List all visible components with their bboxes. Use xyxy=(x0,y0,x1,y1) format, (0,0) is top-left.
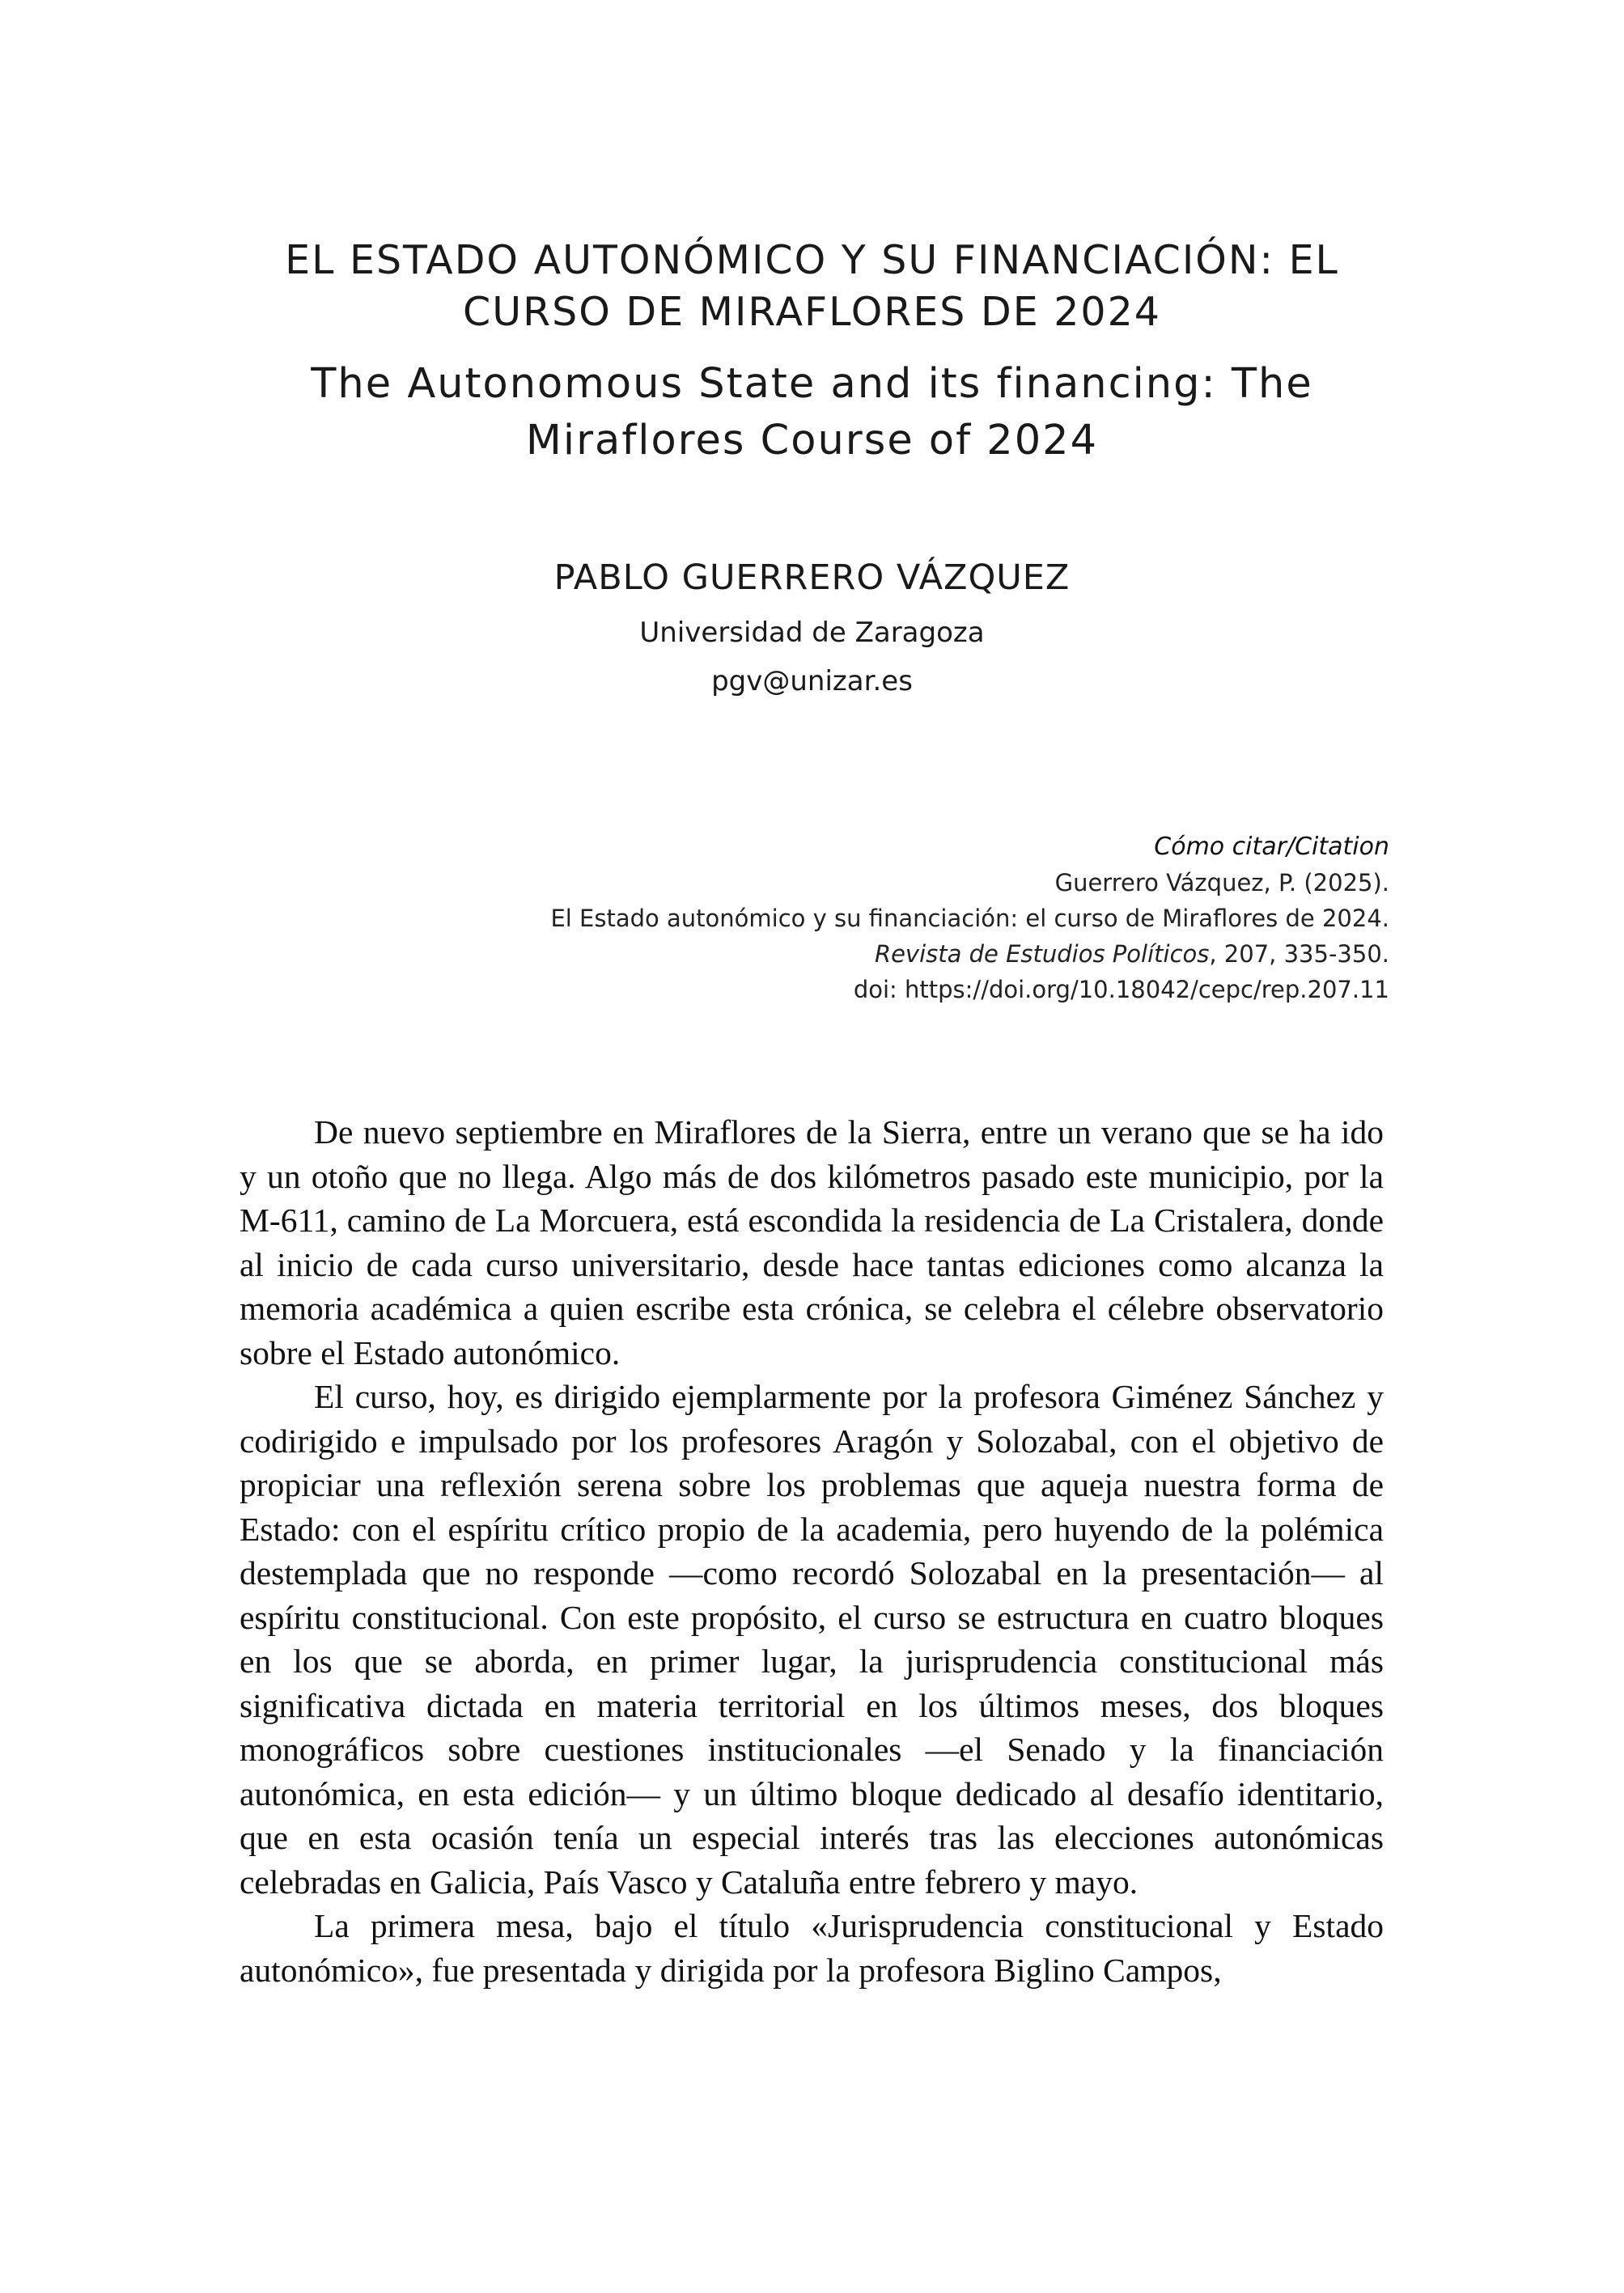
title-en-line-2: Miraflores Course of 2024 xyxy=(525,417,1099,464)
title-en-line-1: The Autonomous State and its financing: The xyxy=(311,360,1313,408)
body-paragraph-3: La primera mesa, bajo el título «Jurisprudencia constitucional y Estado autonómico», fue presentada y dirigida por la profesora Biglino Campos, xyxy=(240,1907,1384,1989)
citation-journal-details: , 207, 335-350. xyxy=(1209,940,1389,968)
article-title-spanish xyxy=(0,235,1624,338)
citation-block xyxy=(257,829,1389,1007)
citation-doi[interactable]: doi: https://doi.org/10.18042/cepc/rep.207.11 xyxy=(853,976,1389,1003)
citation-line-journal xyxy=(257,936,1389,972)
article-title-english xyxy=(0,356,1624,469)
body-paragraph-2: El curso, hoy, es dirigido ejemplarmente por la profesora Giménez Sánchez y codirigido e impulsado por los profesores Aragón y Solozabal, con el objetivo de propiciar una reflexión serena sobre los problemas que aqueja nuestra forma de Estado: con el espíritu crítico propio de la academia, pero huyendo de la polémica destemplada que no responde —como recordó Solozabal en la presentación— al espíritu constitucional. Con este propósito, el curso se estructura en cuatro bloques en los que se aborda, en primer lugar, la jurisprudencia constitucional más significativa dictada en materia territorial en los últimos meses, dos bloques monográficos sobre cuestiones institucionales —el Senado y la financiación autonómica, en esta edición— y un último bloque dedicado al desafío identitario, que en esta ocasión tenía un especial interés tras las elecciones autonómicas celebradas en Galicia, País Vasco y Cataluña entre febrero y mayo. xyxy=(240,1378,1384,1901)
article-body xyxy=(240,1110,1384,1992)
author-name: PABLO GUERRERO VÁZQUEZ xyxy=(553,557,1071,598)
citation-line-title: El Estado autonómico y su financiación: el curso de Miraflores de 2024. xyxy=(550,905,1389,932)
citation-heading: Cómo citar/Citation xyxy=(1154,833,1389,861)
title-es-line-1: EL ESTADO AUTONÓMICO Y SU FINANCIACIÓN: EL xyxy=(285,237,1339,283)
body-paragraph-1: De nuevo septiembre en Miraflores de la Sierra, entre un verano que se ha ido y un otoño que no llega. Algo más de dos kilómetros pasado este municipio, por la M-611, camino de La Morcuera, está escondida la residencia de La Cristalera, donde al inicio de cada curso universitario, desde hace tantas ediciones como alcanza la memoria académica a quien escribe esta crónica, se celebra el célebre observatorio sobre el Estado autonómico. xyxy=(240,1113,1384,1371)
author-email[interactable]: pgv@unizar.es xyxy=(711,665,913,697)
title-es-line-2: CURSO DE MIRAFLORES DE 2024 xyxy=(463,289,1161,335)
citation-line-authors: Guerrero Vázquez, P. (2025). xyxy=(1054,869,1389,896)
citation-journal-name: Revista de Estudios Políticos xyxy=(874,940,1210,968)
author-affiliation: Universidad de Zaragoza xyxy=(639,617,985,649)
